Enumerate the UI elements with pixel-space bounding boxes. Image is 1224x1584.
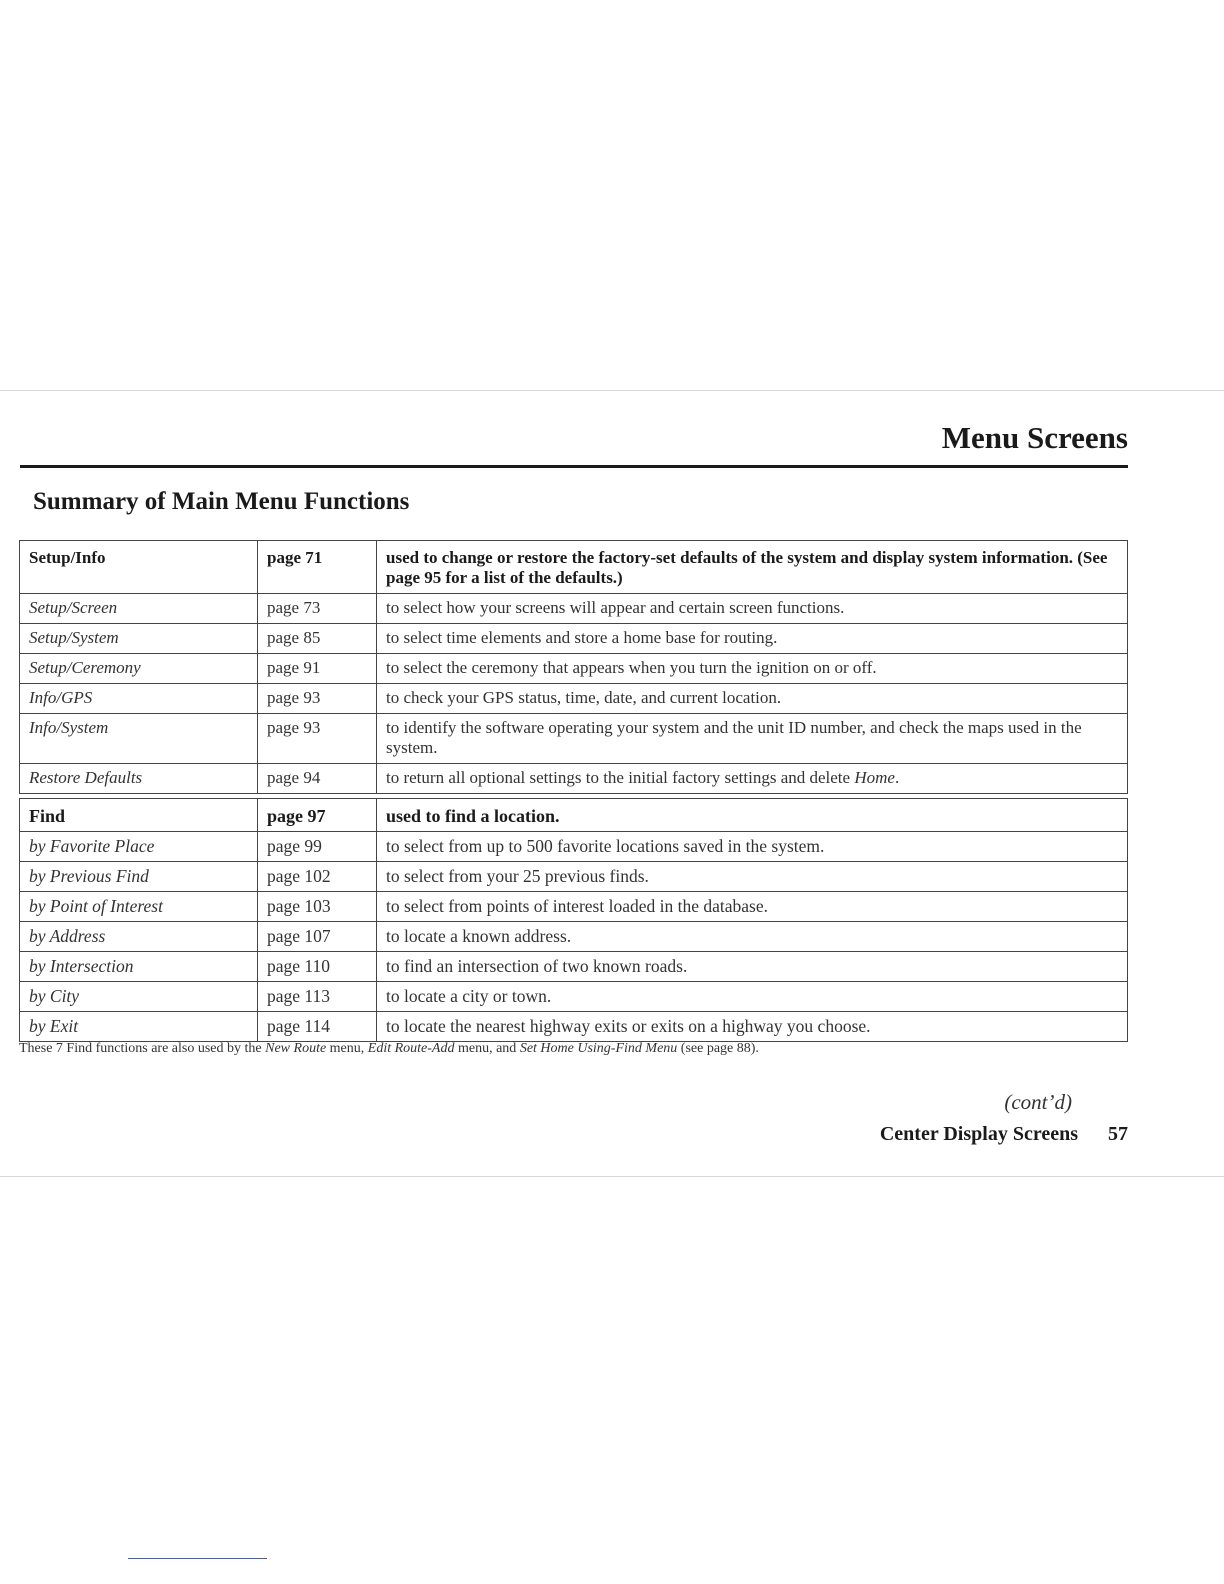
function-name: by Favorite Place: [20, 832, 258, 862]
function-page: page 94: [258, 764, 377, 794]
table-row: [20, 952, 1128, 982]
table-row: [20, 832, 1128, 862]
function-name: by Point of Interest: [20, 892, 258, 922]
table-row: [20, 764, 1128, 794]
table-header-row: [20, 541, 1128, 594]
footnote-text: menu, and: [454, 1041, 520, 1056]
function-page: page 110: [258, 952, 377, 982]
function-description: [377, 764, 1128, 794]
function-page: page 71: [258, 541, 377, 594]
function-name: Setup/Ceremony: [20, 654, 258, 684]
description-end: .: [894, 768, 900, 787]
page-number: 57: [1108, 1123, 1128, 1145]
function-page: page 93: [258, 714, 377, 764]
function-page: page 91: [258, 654, 377, 684]
home-term: Home: [854, 768, 895, 787]
bottom-band-line: [0, 1176, 1224, 1177]
setup-info-table: [19, 540, 1128, 794]
table-row: [20, 624, 1128, 654]
function-page: page 107: [258, 922, 377, 952]
function-page: page 102: [258, 862, 377, 892]
function-name: Find: [20, 799, 258, 832]
function-description: to identify the software operating your system and the unit ID number, and check the maps used in the system.: [377, 714, 1128, 764]
function-name: Info/System: [20, 714, 258, 764]
table-row: [20, 654, 1128, 684]
function-name: by Previous Find: [20, 862, 258, 892]
footnote-text: menu,: [326, 1041, 368, 1056]
function-description: to select time elements and store a home base for routing.: [377, 624, 1128, 654]
function-name: by Address: [20, 922, 258, 952]
function-description: used to find a location.: [377, 799, 1128, 832]
table-row: [20, 1012, 1128, 1042]
function-name: Info/GPS: [20, 684, 258, 714]
function-page: page 113: [258, 982, 377, 1012]
description-text: to return all optional settings to the initial factory settings and delete: [386, 768, 855, 787]
function-page: page 114: [258, 1012, 377, 1042]
function-name: Setup/System: [20, 624, 258, 654]
function-name: Setup/Screen: [20, 594, 258, 624]
function-description: to select from your 25 previous finds.: [377, 862, 1128, 892]
footnote-text: (see page 88).: [677, 1041, 759, 1056]
table-header-row: [20, 799, 1128, 832]
function-page: page 99: [258, 832, 377, 862]
function-page: page 103: [258, 892, 377, 922]
function-name: by Exit: [20, 1012, 258, 1042]
function-description: to check your GPS status, time, date, and current location.: [377, 684, 1128, 714]
table-row: [20, 714, 1128, 764]
function-description: to locate a city or town.: [377, 982, 1128, 1012]
table-row: [20, 982, 1128, 1012]
function-page: page 97: [258, 799, 377, 832]
header-rule: [20, 465, 1128, 468]
section-title: Menu Screens: [941, 420, 1128, 455]
footnote-menu-name: Edit Route-Add: [367, 1041, 455, 1056]
function-name: by Intersection: [20, 952, 258, 982]
function-page: page 93: [258, 684, 377, 714]
continued-note: (cont’d): [1004, 1090, 1072, 1114]
table-row: [20, 594, 1128, 624]
function-name: by City: [20, 982, 258, 1012]
table-row: [20, 684, 1128, 714]
footnote: [19, 1041, 759, 1057]
find-table: [19, 798, 1128, 1042]
function-name: Setup/Info: [20, 541, 258, 594]
function-description: to locate a known address.: [377, 922, 1128, 952]
chapter-title: Center Display Screens: [879, 1123, 1078, 1145]
footnote-menu-name: New Route: [265, 1041, 327, 1056]
function-name: Restore Defaults: [20, 764, 258, 794]
function-description: to locate the nearest highway exits or exits on a highway you choose.: [377, 1012, 1128, 1042]
function-description: to find an intersection of two known roads.: [377, 952, 1128, 982]
table-row: [20, 922, 1128, 952]
table-row: [20, 892, 1128, 922]
function-description: to select how your screens will appear and certain screen functions.: [377, 594, 1128, 624]
table-row: [20, 862, 1128, 892]
function-description: to select the ceremony that appears when you turn the ignition on or off.: [377, 654, 1128, 684]
page-footer: [820, 1123, 1128, 1146]
function-description: used to change or restore the factory-set defaults of the system and display system information. (See page 95 for a list of the defaults.): [377, 541, 1128, 594]
bottom-mark-line: [128, 1558, 267, 1559]
top-band-line: [0, 390, 1224, 391]
function-description: to select from up to 500 favorite locations saved in the system.: [377, 832, 1128, 862]
page-subtitle: Summary of Main Menu Functions: [33, 488, 410, 515]
function-page: page 73: [258, 594, 377, 624]
function-description: to select from points of interest loaded in the database.: [377, 892, 1128, 922]
function-page: page 85: [258, 624, 377, 654]
footnote-text: These 7 Find functions are also used by the: [19, 1041, 266, 1056]
footnote-menu-name: Set Home Using-Find Menu: [519, 1041, 678, 1056]
